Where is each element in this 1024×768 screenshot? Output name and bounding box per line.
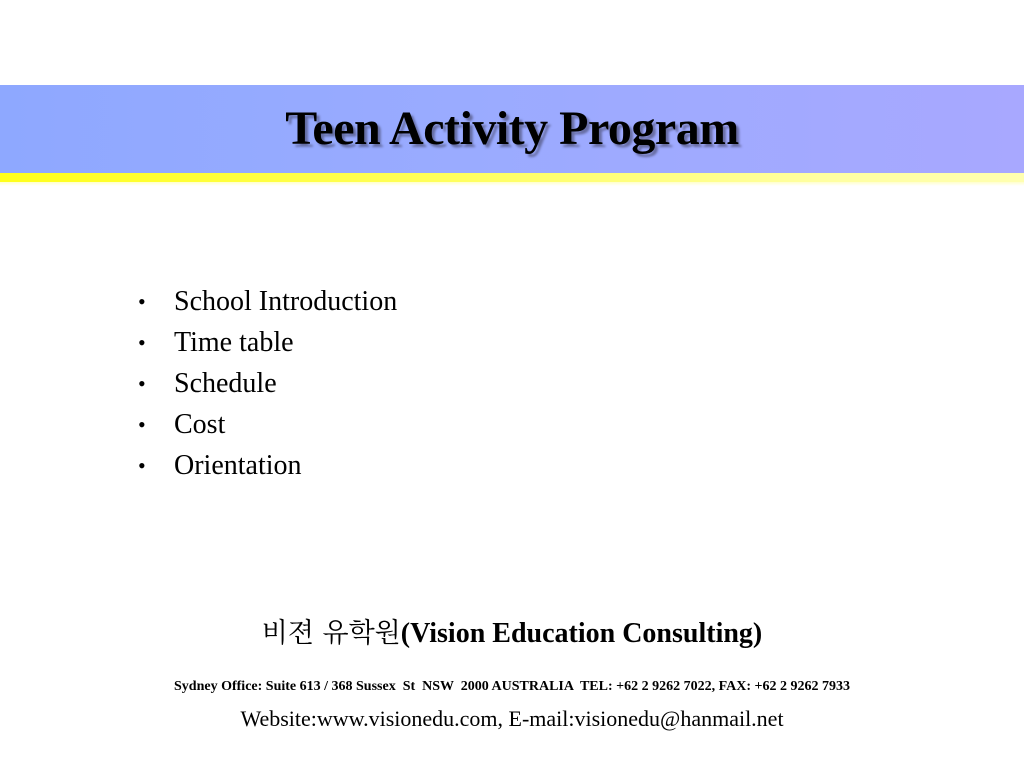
bullet-icon: •	[138, 330, 146, 355]
bullet-label: Schedule	[174, 368, 277, 399]
bullet-icon: •	[138, 412, 146, 437]
office-address: Sydney Office: Suite 613 / 368 Sussex St NSW 2000 AUSTRALIA TEL: +62 2 9262 7022, FAX: +62 2 9262 7933	[174, 679, 850, 694]
bullet-list	[132, 281, 397, 486]
bullet-item-time-table	[132, 322, 397, 363]
bullet-item-cost	[132, 404, 397, 445]
bullet-icon: •	[138, 371, 146, 396]
bullet-icon: •	[138, 453, 146, 478]
title-underline-stripe	[0, 173, 1024, 182]
bullet-label: Orientation	[174, 450, 302, 481]
organization-name-english: (Vision Education Consulting)	[400, 618, 763, 649]
bullet-item-schedule	[132, 363, 397, 404]
bullet-label: Time table	[174, 327, 294, 358]
organization-name-korean: 비젼 유학원	[261, 618, 401, 649]
organization-name	[0, 614, 1024, 654]
bullet-item-school-introduction	[132, 281, 397, 322]
slide-title: Teen Activity Program	[285, 102, 739, 155]
contact-info: Website:www.visionedu.com, E-mail:visionedu@hanmail.net	[240, 706, 784, 731]
bullet-label: School Introduction	[174, 286, 398, 317]
bullet-item-orientation	[132, 445, 397, 486]
bullet-label: Cost	[174, 409, 226, 440]
bullet-icon: •	[138, 289, 146, 314]
